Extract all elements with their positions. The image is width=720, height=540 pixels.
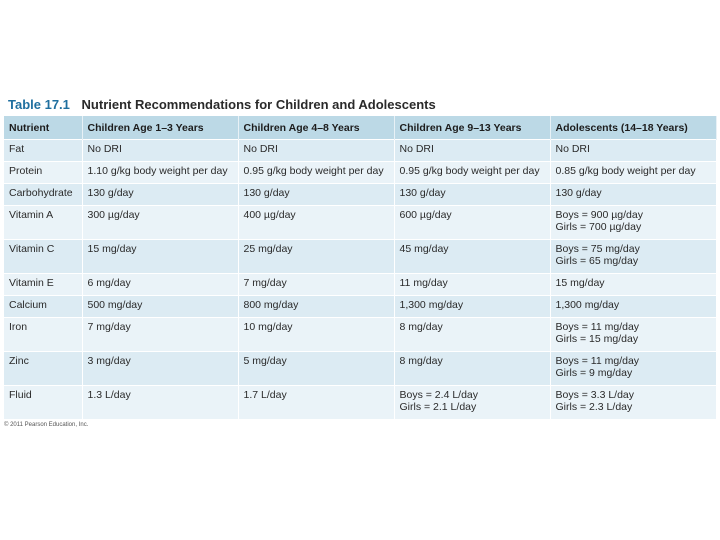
table-caption: [4, 94, 716, 116]
table-row-zinc: [4, 352, 716, 386]
value-age-9-13: 45 mg/day: [394, 240, 550, 274]
nutrient-name: Iron: [4, 318, 82, 352]
nutrient-name: Fluid: [4, 386, 82, 420]
nutrient-table-figure: [4, 94, 716, 428]
value-boys: Boys = 3.3 L/day: [555, 389, 635, 401]
nutrient-name: Vitamin C: [4, 240, 82, 274]
value-age-4-8: 130 g/day: [238, 184, 394, 206]
value-age-9-13: 8 mg/day: [394, 318, 550, 352]
value-age-9-13: 8 mg/day: [394, 352, 550, 386]
value-age-4-8: 1.7 L/day: [238, 386, 394, 420]
value-age-4-8: 10 mg/day: [238, 318, 394, 352]
value-age-1-3: 300 µg/day: [82, 206, 238, 240]
nutrient-name: Vitamin E: [4, 274, 82, 296]
value-adolescents: [550, 318, 716, 352]
value-age-9-13: 11 mg/day: [394, 274, 550, 296]
nutrient-name: Carbohydrate: [4, 184, 82, 206]
value-age-4-8: 400 µg/day: [238, 206, 394, 240]
value-age-1-3: No DRI: [82, 140, 238, 162]
table-row-iron: [4, 318, 716, 352]
value-age-9-13: [394, 386, 550, 420]
copyright-notice: © 2011 Pearson Education, Inc.: [4, 422, 89, 428]
value-age-4-8: 7 mg/day: [238, 274, 394, 296]
value-girls: Girls = 2.1 L/day: [399, 401, 477, 413]
value-age-1-3: 1.10 g/kg body weight per day: [82, 162, 238, 184]
value-age-1-3: 1.3 L/day: [82, 386, 238, 420]
value-age-4-8: No DRI: [238, 140, 394, 162]
value-adolescents: [550, 240, 716, 274]
value-age-1-3: 130 g/day: [82, 184, 238, 206]
value-girls: Girls = 700 µg/day: [555, 221, 642, 233]
value-boys: Boys = 11 mg/day: [555, 355, 640, 367]
value-age-1-3: 15 mg/day: [82, 240, 238, 274]
value-age-1-3: 500 mg/day: [82, 296, 238, 318]
value-girls: Girls = 9 mg/day: [555, 367, 633, 379]
value-girls: Girls = 15 mg/day: [555, 333, 639, 345]
nutrient-name: Calcium: [4, 296, 82, 318]
value-age-4-8: 25 mg/day: [238, 240, 394, 274]
value-boys: Boys = 2.4 L/day: [399, 389, 479, 401]
value-adolescents: 15 mg/day: [550, 274, 716, 296]
value-age-4-8: 0.95 g/kg body weight per day: [238, 162, 394, 184]
table-row-protein: [4, 162, 716, 184]
value-age-9-13: 1,300 mg/day: [394, 296, 550, 318]
nutrient-name: Zinc: [4, 352, 82, 386]
value-age-1-3: 7 mg/day: [82, 318, 238, 352]
value-age-4-8: 800 mg/day: [238, 296, 394, 318]
nutrient-name: Fat: [4, 140, 82, 162]
table-title: Nutrient Recommendations for Children and Adolescents: [81, 97, 436, 112]
table-row-fluid: [4, 386, 716, 420]
value-age-9-13: 0.95 g/kg body weight per day: [394, 162, 550, 184]
table-header-row: [4, 116, 716, 140]
value-girls: Girls = 2.3 L/day: [555, 401, 633, 413]
value-boys: Boys = 75 mg/day: [555, 243, 640, 255]
value-age-1-3: 3 mg/day: [82, 352, 238, 386]
header-age-9-13: Children Age 9–13 Years: [394, 116, 550, 140]
value-boys: Boys = 900 µg/day: [555, 209, 643, 221]
value-adolescents: [550, 206, 716, 240]
value-age-9-13: No DRI: [394, 140, 550, 162]
table-row-carbohydrate: [4, 184, 716, 206]
table-row-vitamin-c: [4, 240, 716, 274]
value-age-1-3: 6 mg/day: [82, 274, 238, 296]
header-adolescents: Adolescents (14–18 Years): [550, 116, 716, 140]
value-adolescents: 130 g/day: [550, 184, 716, 206]
header-age-1-3: Children Age 1–3 Years: [82, 116, 238, 140]
value-adolescents: 0.85 g/kg body weight per day: [550, 162, 716, 184]
table-row-vitamin-e: [4, 274, 716, 296]
value-adolescents: [550, 352, 716, 386]
header-age-4-8: Children Age 4–8 Years: [238, 116, 394, 140]
value-adolescents: 1,300 mg/day: [550, 296, 716, 318]
header-nutrient: Nutrient: [4, 116, 82, 140]
value-girls: Girls = 65 mg/day: [555, 255, 639, 267]
value-adolescents: No DRI: [550, 140, 716, 162]
table-row-fat: [4, 140, 716, 162]
table-row-vitamin-a: [4, 206, 716, 240]
value-adolescents: [550, 386, 716, 420]
value-age-4-8: 5 mg/day: [238, 352, 394, 386]
value-age-9-13: 130 g/day: [394, 184, 550, 206]
table-number: Table 17.1: [8, 97, 70, 112]
nutrient-table: [4, 116, 717, 419]
value-boys: Boys = 11 mg/day: [555, 321, 640, 333]
nutrient-name: Protein: [4, 162, 82, 184]
nutrient-name: Vitamin A: [4, 206, 82, 240]
value-age-9-13: 600 µg/day: [394, 206, 550, 240]
table-row-calcium: [4, 296, 716, 318]
